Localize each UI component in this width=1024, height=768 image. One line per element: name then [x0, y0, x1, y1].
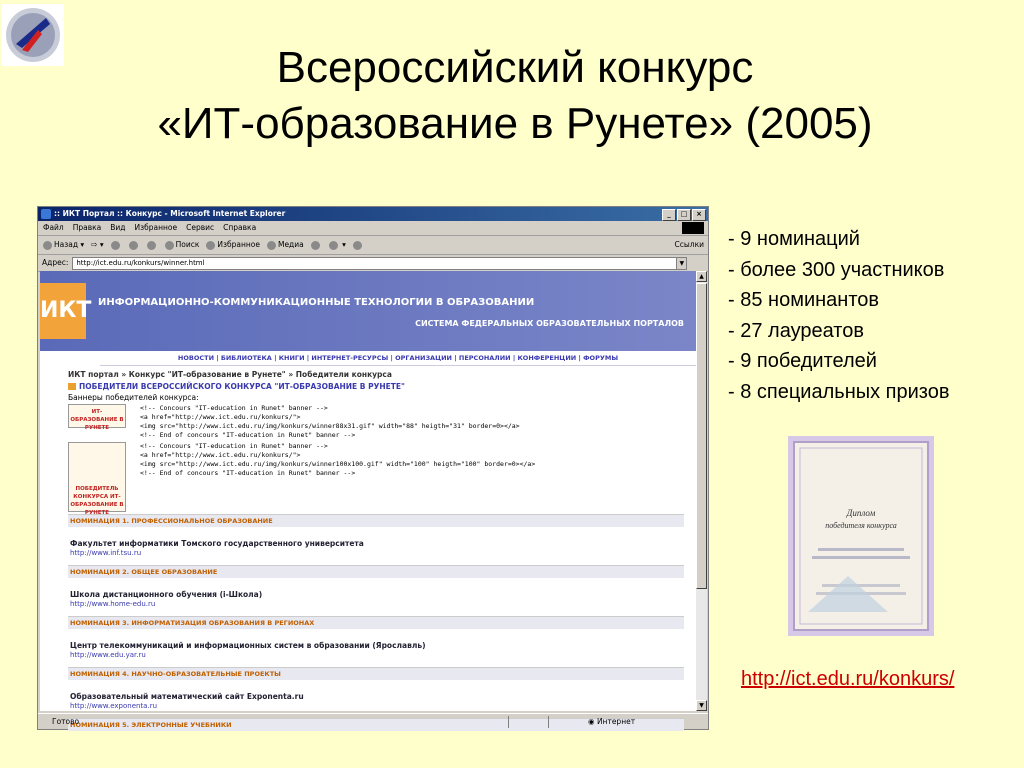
site-nav[interactable]: НОВОСТИ | БИБЛИОТЕКА | КНИГИ | ИНТЕРНЕТ-РЕСУРСЫ | ОРГАНИЗАЦИИ | ПЕРСОНАЛИИ | КОНФЕРЕНЦИИ | ФОРУМЫ	[100, 351, 696, 366]
back-button[interactable]: Назад ▾	[43, 236, 84, 254]
banner-small-code	[140, 404, 520, 440]
banner-row-big	[40, 440, 696, 516]
stats-item: - более 300 участников	[728, 258, 945, 281]
nomination-block	[68, 616, 684, 665]
status-text: Готово	[52, 717, 80, 726]
address-label: Адрес:	[42, 258, 69, 267]
menu-tools[interactable]: Сервис	[186, 223, 215, 232]
nomination-winner[interactable]: Образовательный математический сайт Exponenta.ru	[70, 692, 304, 701]
code-line: <!-- End of concours "IT-education in Runet" banner -->	[140, 431, 356, 439]
window-title: :: ИКТ Портал :: Конкурс - Microsoft Internet Explorer	[54, 209, 286, 218]
slide-title-line2: «ИТ-образование в Рунете» (2005)	[157, 99, 873, 148]
search-button[interactable]	[165, 236, 200, 254]
refresh-button[interactable]	[129, 236, 140, 254]
nomination-url[interactable]: http://www.edu.yar.ru	[70, 651, 146, 659]
scroll-down-arrow-icon[interactable]: ▼	[696, 700, 707, 711]
nomination-url[interactable]: http://www.exponenta.ru	[70, 702, 158, 710]
favorites-icon	[206, 241, 215, 250]
menu-edit[interactable]: Правка	[72, 223, 102, 232]
home-button[interactable]	[147, 236, 158, 254]
favorites-label: Избранное	[217, 240, 260, 249]
stats-list	[728, 224, 949, 407]
menu-help[interactable]: Справка	[223, 223, 257, 232]
diploma-image	[788, 436, 934, 636]
scroll-thumb[interactable]	[696, 283, 707, 589]
code-line: <img src="http://www.ict.edu.ru/img/konkurs/winner88x31.gif" width="88" heigth="31" border=0></a>	[140, 422, 520, 430]
nomination-winner[interactable]: Школа дистанционного обучения (i-Школа)	[70, 590, 263, 599]
diploma-line1: Диплом	[846, 508, 876, 518]
code-line: <a href="http://www.ict.edu.ru/konkurs/">	[140, 413, 301, 421]
code-line: <!-- End of concours "IT-education in Runet" banner -->	[140, 469, 356, 477]
history-button[interactable]	[311, 236, 322, 254]
search-icon	[165, 241, 174, 250]
address-input[interactable]	[72, 257, 687, 270]
banners-label: Баннеры победителей конкурса:	[68, 393, 199, 402]
nomination-heading: НОМИНАЦИЯ 2. ОБЩЕЕ ОБРАЗОВАНИЕ	[68, 566, 684, 578]
code-line: <img src="http://www.ict.edu.ru/img/konkurs/winner100x100.gif" width="100" heigth="100" border=0></a>	[140, 460, 536, 468]
status-bar	[38, 713, 708, 729]
stats-item: - 85 номинантов	[728, 289, 880, 311]
windows-flag-icon	[682, 222, 704, 234]
home-icon	[147, 241, 156, 250]
nomination-url[interactable]: http://www.home-edu.ru	[70, 600, 156, 608]
scroll-up-arrow-icon[interactable]: ▲	[696, 271, 707, 282]
nomination-url[interactable]: http://www.inf.tsu.ru	[70, 549, 142, 557]
menu-favorites[interactable]: Избранное	[134, 223, 178, 232]
print-icon	[353, 241, 362, 250]
site-logo[interactable]: ИКТ	[40, 283, 86, 339]
address-dropdown-icon[interactable]: ▼	[676, 258, 686, 269]
diploma-line2: победителя конкурса	[825, 521, 897, 530]
nomination-winner[interactable]: Центр телекоммуникаций и информационных систем в образовании (Ярославль)	[70, 641, 426, 650]
address-value: http://ict.edu.ru/konkurs/winner.html	[76, 258, 205, 267]
refresh-icon	[129, 241, 138, 250]
back-arrow-icon	[43, 241, 52, 250]
history-icon	[311, 241, 320, 250]
menu-view[interactable]: Вид	[110, 223, 126, 232]
heading-bullet-icon	[68, 383, 76, 390]
media-button[interactable]	[267, 236, 304, 254]
search-label: Поиск	[175, 240, 200, 249]
internet-zone	[576, 714, 635, 730]
nomination-heading: НОМИНАЦИЯ 3. ИНФОРМАТИЗАЦИЯ ОБРАЗОВАНИЯ В РЕГИОНАХ	[68, 617, 684, 629]
breadcrumb[interactable]: ИКТ портал » Конкурс "ИТ-образование в Рунете" » Победители конкурса	[68, 370, 392, 379]
toolbar	[38, 236, 708, 255]
maximize-button[interactable]: □	[677, 209, 691, 221]
media-icon	[267, 241, 276, 250]
address-bar	[38, 255, 708, 272]
minimize-button[interactable]: _	[662, 209, 676, 221]
menu-file[interactable]: Файл	[43, 223, 64, 232]
vertical-scrollbar[interactable]	[696, 271, 707, 711]
nomination-heading: НОМИНАЦИЯ 5. ЭЛЕКТРОННЫЕ УЧЕБНИКИ	[68, 719, 684, 731]
slide-title	[80, 40, 950, 152]
stats-item: - 9 номинаций	[728, 228, 860, 250]
nomination-winner[interactable]: Факультет информатики Томского государственного университета	[70, 539, 364, 548]
forward-button[interactable]: ⇨ ▾	[91, 240, 104, 249]
code-line: <a href="http://www.ict.edu.ru/konkurs/">	[140, 451, 301, 459]
banner-small-image[interactable]: ИТ-ОБРАЗОВАНИЕ В РУНЕТЕ	[68, 404, 126, 428]
banner-big-code	[140, 442, 535, 512]
zone-text: Интернет	[596, 717, 636, 726]
stop-icon	[111, 241, 120, 250]
back-label: Назад	[54, 240, 79, 249]
ie-icon	[41, 209, 51, 219]
konkurs-link[interactable]: http://ict.edu.ru/konkurs/	[741, 668, 955, 690]
print-button[interactable]	[353, 236, 364, 254]
site-header-subtitle: СИСТЕМА ФЕДЕРАЛЬНЫХ ОБРАЗОВАТЕЛЬНЫХ ПОРТАЛОВ	[415, 319, 684, 328]
globe-icon: ◉	[588, 717, 595, 726]
logo-emblem-icon	[2, 4, 64, 66]
stats-item: - 8 специальных призов	[728, 380, 950, 403]
nomination-heading: НОМИНАЦИЯ 4. НАУЧНО-ОБРАЗОВАТЕЛЬНЫЕ ПРОЕКТЫ	[68, 668, 684, 680]
page-heading-text: ПОБЕДИТЕЛИ ВСЕРОССИЙСКОГО КОНКУРСА "ИТ-ОБРАЗОВАНИЕ В РУНЕТЕ"	[79, 382, 405, 391]
site-header-title: ИНФОРМАЦИОННО-КОММУНИКАЦИОННЫЕ ТЕХНОЛОГИИ В ОБРАЗОВАНИИ	[98, 297, 535, 308]
window-titlebar	[38, 207, 708, 221]
media-label: Медиа	[277, 240, 304, 249]
mail-button[interactable]: ▾	[329, 236, 346, 254]
stop-button[interactable]	[111, 236, 122, 254]
stats-item: - 27 лауреатов	[728, 319, 864, 342]
slide-title-line1: Всероссийский конкурс	[276, 43, 754, 92]
banner-row-small	[40, 402, 696, 440]
mail-icon	[329, 241, 338, 250]
code-line: <!-- Concours "IT-education in Runet" banner -->	[140, 442, 328, 450]
nomination-block	[68, 514, 684, 563]
page-heading	[40, 379, 696, 391]
nomination-block	[68, 565, 684, 614]
menu-bar	[38, 221, 708, 236]
links-button[interactable]: Ссылки	[674, 240, 704, 249]
nomination-block	[68, 667, 684, 716]
banner-big-image[interactable]: ПОБЕДИТЕЛЬ КОНКУРСА ИТ-ОБРАЗОВАНИЕ В РУНЕТЕ	[68, 442, 126, 512]
site-header	[40, 271, 696, 351]
browser-window	[37, 206, 709, 730]
favorites-button[interactable]	[206, 236, 260, 254]
code-line: <!-- Concours "IT-education in Runet" banner -->	[140, 404, 328, 412]
close-button[interactable]: ×	[692, 209, 706, 221]
nomination-heading: НОМИНАЦИЯ 1. ПРОФЕССИОНАЛЬНОЕ ОБРАЗОВАНИЕ	[68, 515, 684, 527]
stats-item: - 9 победителей	[728, 350, 877, 372]
